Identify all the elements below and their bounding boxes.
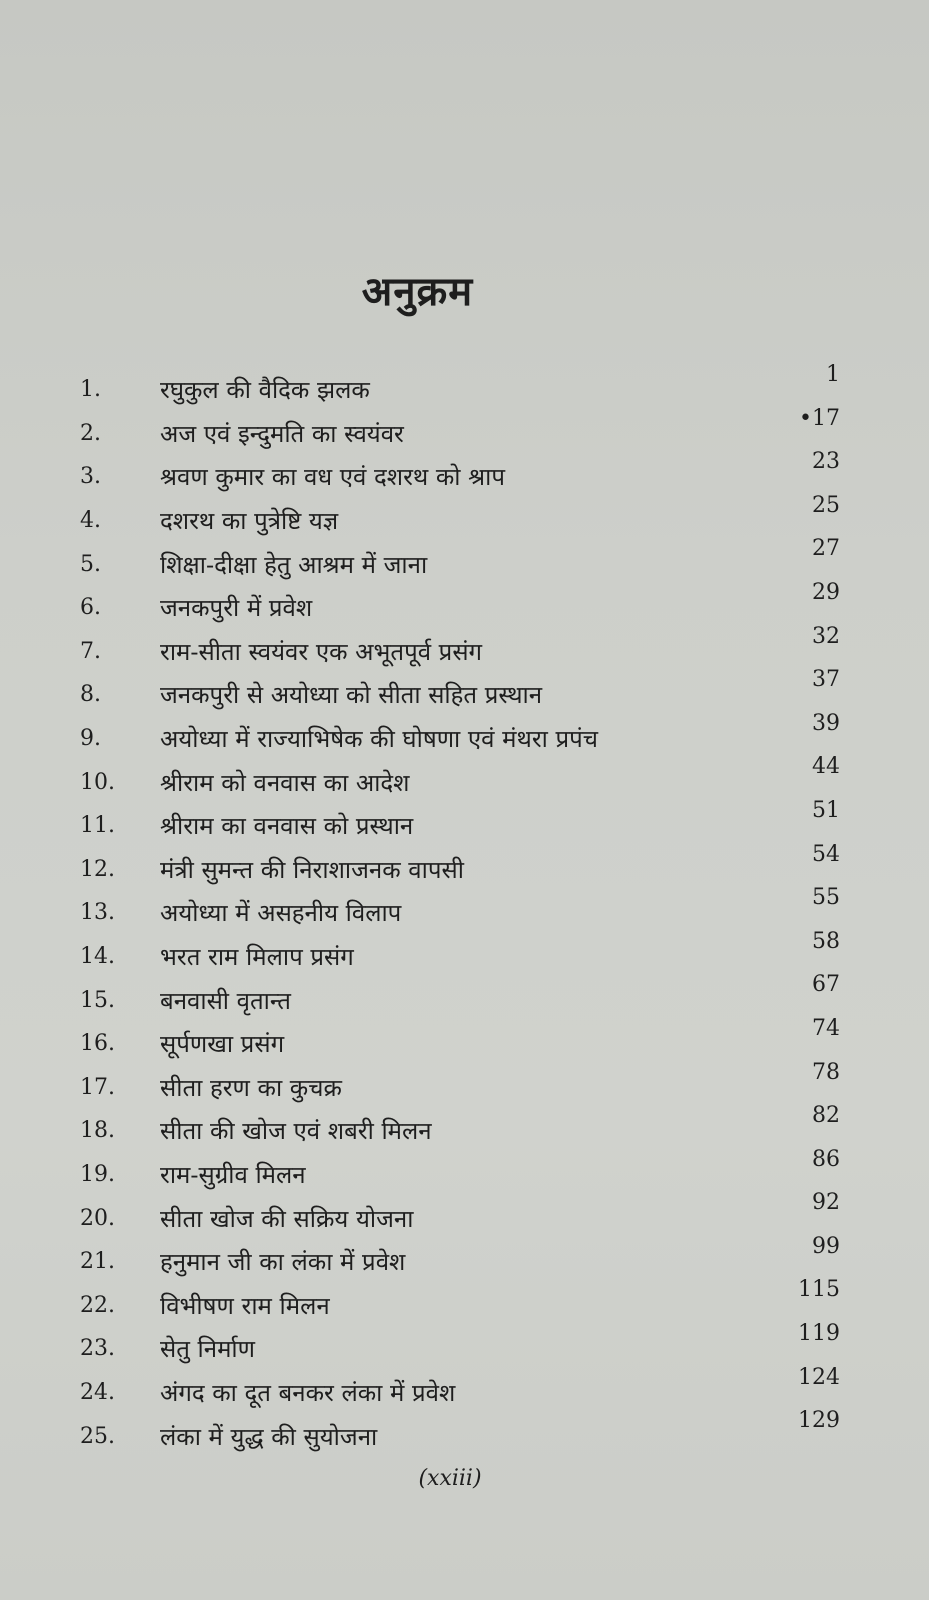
toc-entry-number: 25.	[80, 1423, 115, 1449]
toc-entry	[80, 1233, 840, 1284]
toc-entry-title: सीता हरण का कुचक्र	[160, 1073, 342, 1102]
toc-entry-page: 74	[812, 1015, 840, 1041]
toc-entry-number: 5.	[80, 551, 101, 577]
toc-entry-title: श्रवण कुमार का वध एवं दशरथ को श्राप	[160, 463, 505, 492]
toc-entry-page: 119	[798, 1321, 840, 1347]
toc-entry-title: बनवासी वृतान्त	[160, 986, 291, 1015]
toc-entry	[80, 885, 840, 935]
toc-entry-number: 17.	[80, 1074, 115, 1100]
toc-entry-number: 10.	[80, 769, 115, 795]
toc-entry-number: 4.	[80, 508, 101, 534]
toc-entry-page: 86	[812, 1146, 840, 1172]
toc-entry-page: 37	[812, 667, 840, 693]
toc-entry-number: 18.	[80, 1118, 115, 1144]
toc-entry	[80, 449, 840, 499]
toc-entry	[80, 797, 840, 848]
toc-entry	[80, 623, 840, 674]
toc-entry-page: 29	[812, 579, 840, 605]
toc-entry-number: 8.	[80, 682, 101, 708]
toc-entry-page: 115	[798, 1277, 840, 1303]
toc-entry-page: 1	[826, 362, 840, 387]
toc-entry-title: राम-सुग्रीव मिलन	[160, 1160, 306, 1189]
toc-entry-page: 92	[812, 1190, 840, 1216]
toc-entry	[80, 972, 840, 1022]
toc-entry	[80, 1015, 840, 1066]
table-of-contents	[80, 362, 840, 1458]
toc-entry-number: 3.	[80, 464, 101, 490]
toc-entry-page: 32	[812, 623, 840, 649]
toc-entry	[80, 1190, 840, 1240]
toc-entry-page: 129	[798, 1408, 840, 1434]
toc-entry	[80, 841, 840, 892]
toc-entry	[80, 928, 840, 979]
toc-entry-number: 24.	[80, 1379, 115, 1405]
toc-entry	[80, 362, 840, 412]
toc-entry	[80, 536, 840, 586]
toc-entry-title: विभीषण राम मिलन	[160, 1291, 330, 1320]
toc-entry-title: अयोध्या में राज्याभिषेक की घोषणा एवं मंथरा प्रपंच	[160, 725, 599, 754]
toc-entry-title: मंत्री सुमन्त की निराशाजनक वापसी	[160, 855, 464, 884]
toc-entry	[80, 667, 840, 717]
toc-entry-page: 58	[812, 928, 840, 954]
toc-entry-number: 12.	[80, 856, 115, 882]
toc-entry-title: सीता की खोज एवं शबरी मिलन	[160, 1117, 432, 1146]
toc-entry-page: 78	[812, 1059, 840, 1085]
toc-entry-title: हनुमान जी का लंका में प्रवेश	[160, 1248, 406, 1277]
toc-entry-title: जनकपुरी से अयोध्या को सीता सहित प्रस्थान	[160, 681, 543, 710]
toc-entry	[80, 579, 840, 630]
toc-entry-number: 9.	[80, 726, 101, 752]
toc-entry	[80, 1103, 840, 1153]
toc-entry	[80, 1277, 840, 1327]
toc-entry-number: 13.	[80, 900, 115, 926]
toc-entry	[80, 1364, 840, 1415]
toc-entry-number: 14.	[80, 944, 115, 970]
toc-entry-number: 1.	[80, 377, 101, 403]
toc-entry-number: 6.	[80, 595, 101, 621]
page-number-footer: (xxiii)	[418, 1466, 482, 1491]
toc-entry-title: अयोध्या में असहनीय विलाप	[160, 899, 402, 928]
toc-entry	[80, 1059, 840, 1110]
toc-entry-title: सूर्पणखा प्रसंग	[160, 1030, 285, 1059]
toc-entry-title: जनकपुरी में प्रवेश	[160, 594, 313, 623]
toc-entry-number: 7.	[80, 638, 101, 664]
toc-entry-title: अज एवं इन्दुमति का स्वयंवर	[160, 419, 404, 448]
toc-entry-page: 27	[812, 536, 840, 562]
toc-entry-page: 82	[812, 1103, 840, 1129]
toc-entry-number: 23.	[80, 1336, 115, 1362]
toc-entry-page: 23	[812, 449, 840, 475]
toc-entry	[80, 1146, 840, 1197]
toc-entry	[80, 492, 840, 543]
toc-entry	[80, 754, 840, 804]
toc-entry-page: 124	[798, 1364, 840, 1390]
toc-entry-number: 22.	[80, 1292, 115, 1318]
toc-entry-page: 51	[812, 797, 840, 823]
toc-entry-number: 11.	[80, 813, 115, 839]
toc-entry-title: रघुकुल की वैदिक झलक	[160, 376, 370, 405]
toc-entry-number: 15.	[80, 987, 115, 1013]
toc-entry-number: 21.	[80, 1249, 115, 1275]
toc-entry-title: राम-सीता स्वयंवर एक अभूतपूर्व प्रसंग	[160, 637, 483, 666]
toc-entry-page: 55	[812, 885, 840, 911]
toc-entry-title: अंगद का दूत बनकर लंका में प्रवेश	[160, 1378, 456, 1407]
toc-entry-title: सेतु निर्माण	[160, 1335, 255, 1364]
toc-entry-page: 99	[812, 1233, 840, 1259]
toc-entry-page: 39	[812, 710, 840, 736]
toc-entry-page: 25	[812, 492, 840, 518]
toc-entry-page: •17	[799, 405, 840, 431]
toc-entry	[80, 710, 840, 761]
toc-entry	[80, 1408, 840, 1458]
toc-entry-title: लंका में युद्ध की सुयोजना	[160, 1422, 378, 1451]
toc-entry-title: शिक्षा-दीक्षा हेतु आश्रम में जाना	[160, 550, 428, 579]
toc-entry-title: दशरथ का पुत्रेष्टि यज्ञ	[160, 507, 339, 536]
toc-entry	[80, 405, 840, 456]
toc-entry-page: 54	[812, 841, 840, 867]
toc-entry-title: श्रीराम को वनवास का आदेश	[160, 768, 410, 797]
toc-entry-number: 19.	[80, 1161, 115, 1187]
page-title: अनुक्रम	[361, 268, 474, 315]
toc-entry-title: श्रीराम का वनवास को प्रस्थान	[160, 812, 414, 841]
toc-entry	[80, 1321, 840, 1371]
toc-entry-page: 44	[812, 754, 840, 780]
toc-entry-title: भरत राम मिलाप प्रसंग	[160, 943, 354, 972]
toc-entry-page: 67	[812, 972, 840, 998]
toc-entry-title: सीता खोज की सक्रिय योजना	[160, 1204, 414, 1233]
toc-entry-number: 20.	[80, 1205, 115, 1231]
toc-entry-number: 2.	[80, 420, 101, 446]
toc-entry-number: 16.	[80, 1031, 115, 1057]
